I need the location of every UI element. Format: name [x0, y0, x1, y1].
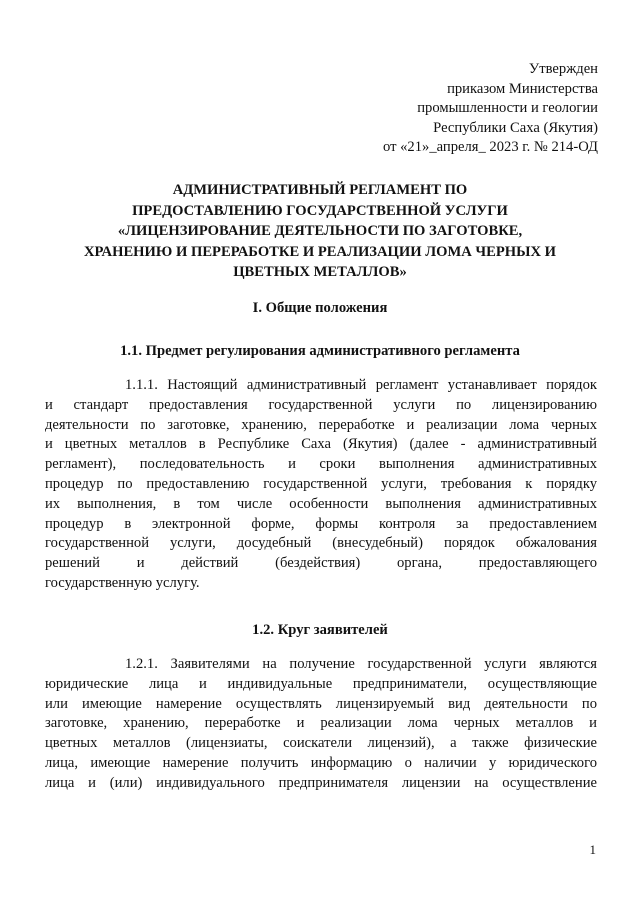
paragraph-line: их выполнения, в том числе особенности выполнения административных [45, 495, 597, 512]
paragraph-line: цветных металлов (лицензиаты, соискатели лицензий), а также физические [45, 735, 597, 752]
approval-line: Республики Саха (Якутия) [433, 119, 598, 136]
paragraph-line: государственной услуги, досудебный (внесудебный) порядок обжалования [45, 535, 597, 552]
paragraph-line: юридические лица и индивидуальные предприниматели, осуществляющие [45, 675, 597, 692]
section-heading: I. Общие положения [252, 300, 388, 316]
title-line: ПРЕДОСТАВЛЕНИЮ ГОСУДАРСТВЕННОЙ УСЛУГИ [132, 202, 508, 219]
paragraph-line: и цветных металлов в Республике Саха (Якутия) (далее - административный [45, 436, 597, 453]
subsection-heading: 1.1. Предмет регулирования административного регламента [120, 343, 520, 359]
paragraph-line: 1.2.1. Заявителями на получение государственной услуги являются [125, 656, 597, 672]
approval-line: приказом Министерства [447, 80, 598, 97]
approval-stamp-block [383, 60, 598, 158]
paragraph-line: или имеющие намерение осуществлять лицензируемый вид деятельности по [45, 695, 597, 712]
paragraph-line: 1.1.1. Настоящий административный регламент устанавливает порядок [125, 377, 597, 393]
paragraph-1-1-1 [45, 376, 597, 594]
paragraph-line: регламент), последовательность и сроки выполнения административных [45, 456, 597, 473]
paragraph-line: лица, имеющие намерение получить информацию о наличии у юридического [45, 754, 597, 771]
document-title [40, 180, 600, 283]
subsection-heading: 1.2. Круг заявителей [252, 622, 388, 638]
title-line: ЦВЕТНЫХ МЕТАЛЛОВ» [233, 264, 407, 281]
paragraph-line: процедур в электронной форме, формы контроля за предоставлением [45, 515, 597, 532]
approval-line: Утвержден [528, 61, 598, 77]
paragraph-line: процедур по предоставлению государственной услуги, требования к порядку [45, 475, 597, 492]
paragraph-line: лица и (или) индивидуального предпринимателя лицензии на осуществление [45, 774, 597, 791]
paragraph-line: и стандарт предоставления государственной услуги по лицензированию [45, 396, 597, 413]
page-number: 1 [589, 842, 596, 857]
paragraph-line: деятельности по заготовке, хранению, переработке и реализации лома черных [45, 416, 597, 433]
paragraph-line: решений и действий (бездействия) органа, предоставляющего [45, 555, 597, 572]
approval-line: промышленности и геологии [417, 100, 598, 117]
paragraph-line: государственную услугу. [45, 574, 200, 591]
paragraph-line: заготовке, хранению, переработке и реализации лома черных металлов и [45, 715, 597, 732]
paragraph-1-2-1 [45, 655, 597, 794]
approval-line: от «21»_апреля_ 2023 г. № 214-ОД [383, 139, 598, 156]
title-line: «ЛИЦЕНЗИРОВАНИЕ ДЕЯТЕЛЬНОСТИ ПО ЗАГОТОВКЕ, [117, 223, 523, 240]
title-line: АДМИНИСТРАТИВНЫЙ РЕГЛАМЕНТ ПО [172, 182, 468, 198]
title-line: ХРАНЕНИЮ И ПЕРЕРАБОТКЕ И РЕАЛИЗАЦИИ ЛОМА ЧЕРНЫХ И [83, 243, 557, 260]
